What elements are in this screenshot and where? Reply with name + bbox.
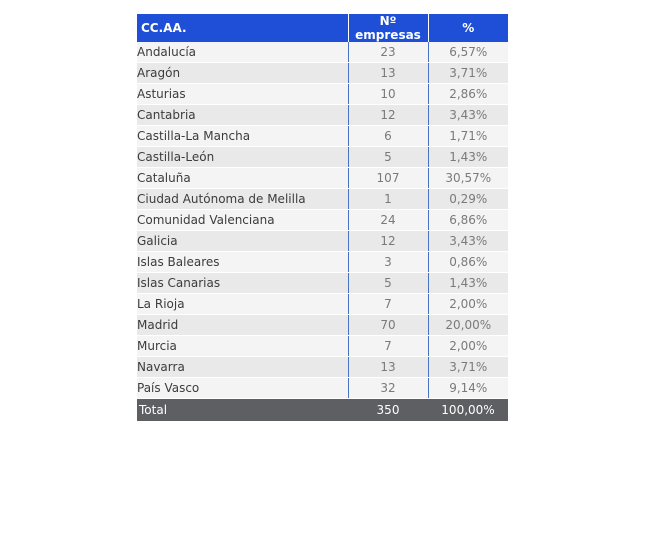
table-row [137, 210, 508, 231]
companies-cell: 12 [348, 231, 428, 252]
percent-cell: 0,86% [428, 252, 508, 273]
percent-cell: 0,29% [428, 189, 508, 210]
companies-cell: 3 [348, 252, 428, 273]
region-cell: Murcia [137, 336, 348, 357]
table-row [137, 294, 508, 315]
percent-cell: 1,71% [428, 126, 508, 147]
table-row [137, 126, 508, 147]
percent-cell: 3,43% [428, 105, 508, 126]
percent-cell: 6,57% [428, 42, 508, 63]
region-cell: País Vasco [137, 378, 348, 399]
region-cell: Castilla-León [137, 147, 348, 168]
total-companies: 350 [348, 399, 428, 422]
percent-cell: 2,00% [428, 336, 508, 357]
table-row [137, 147, 508, 168]
table-row [137, 84, 508, 105]
table-row [137, 105, 508, 126]
companies-cell: 6 [348, 126, 428, 147]
table-row [137, 336, 508, 357]
region-cell: Cataluña [137, 168, 348, 189]
table-row [137, 231, 508, 252]
percent-cell: 2,00% [428, 294, 508, 315]
companies-cell: 13 [348, 357, 428, 378]
total-label: Total [137, 399, 348, 422]
percent-cell: 1,43% [428, 147, 508, 168]
table-row [137, 63, 508, 84]
companies-cell: 7 [348, 294, 428, 315]
region-cell: Ciudad Autónoma de Melilla [137, 189, 348, 210]
header-companies: Nº empresas [348, 14, 428, 42]
region-cell: Andalucía [137, 42, 348, 63]
region-cell: Navarra [137, 357, 348, 378]
companies-cell: 32 [348, 378, 428, 399]
total-row [137, 399, 508, 422]
percent-cell: 6,86% [428, 210, 508, 231]
region-cell: Galicia [137, 231, 348, 252]
companies-cell: 24 [348, 210, 428, 231]
companies-cell: 23 [348, 42, 428, 63]
percent-cell: 20,00% [428, 315, 508, 336]
percent-cell: 2,86% [428, 84, 508, 105]
region-cell: Comunidad Valenciana [137, 210, 348, 231]
table-row [137, 315, 508, 336]
region-cell: Cantabria [137, 105, 348, 126]
region-cell: Madrid [137, 315, 348, 336]
percent-cell: 3,71% [428, 63, 508, 84]
percent-cell: 3,71% [428, 357, 508, 378]
table-row [137, 168, 508, 189]
region-cell: Islas Baleares [137, 252, 348, 273]
table-row [137, 357, 508, 378]
region-cell: Islas Canarias [137, 273, 348, 294]
companies-cell: 10 [348, 84, 428, 105]
companies-cell: 7 [348, 336, 428, 357]
companies-cell: 12 [348, 105, 428, 126]
companies-by-region-table [137, 14, 508, 421]
table-row [137, 42, 508, 63]
table-row [137, 273, 508, 294]
companies-cell: 5 [348, 147, 428, 168]
total-percent: 100,00% [428, 399, 508, 422]
table-row [137, 378, 508, 399]
header-row [137, 14, 508, 42]
header-region: CC.AA. [137, 14, 348, 42]
percent-cell: 30,57% [428, 168, 508, 189]
region-cell: La Rioja [137, 294, 348, 315]
table-row [137, 189, 508, 210]
table-footer [137, 399, 508, 422]
percent-cell: 3,43% [428, 231, 508, 252]
region-cell: Castilla-La Mancha [137, 126, 348, 147]
header-percent: % [428, 14, 508, 42]
companies-cell: 107 [348, 168, 428, 189]
region-cell: Asturias [137, 84, 348, 105]
table-body [137, 42, 508, 399]
region-cell: Aragón [137, 63, 348, 84]
percent-cell: 1,43% [428, 273, 508, 294]
companies-cell: 1 [348, 189, 428, 210]
companies-cell: 13 [348, 63, 428, 84]
percent-cell: 9,14% [428, 378, 508, 399]
companies-cell: 70 [348, 315, 428, 336]
table-header [137, 14, 508, 42]
companies-cell: 5 [348, 273, 428, 294]
table-row [137, 252, 508, 273]
